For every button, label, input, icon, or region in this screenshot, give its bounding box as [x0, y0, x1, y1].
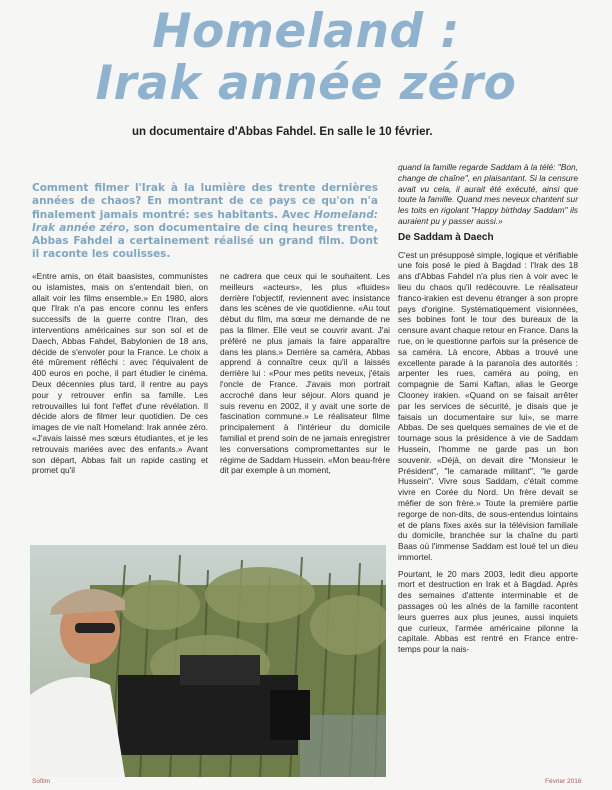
column-3-quote: quand la famille regarde Saddam à la télé: "Bon, change de chaîne", en plaisantant. Si la censure avait vu cela, il aurait été exécuté, ainsi que toute la famille. Quand mes neveux chantent sur les toits en rigolant "Happy birthday Saddam" ils auraient pu y passer aussi.»: [398, 162, 578, 226]
lead-part-2: , son documentaire de cinq heures trente, Abbas Fahdel a certainement réalisé un grand film. Dont il raconte les coulisses.: [32, 221, 379, 261]
body-column-2: [220, 271, 390, 482]
lead-part-1: Comment filmer l'Irak à la lumière des trente dernières années de chaos? En montrant de ce pays ce qu'on n'a finalement jamais montré: ses habitants. Avec: [32, 182, 378, 221]
footer-publication: Sofilm: [32, 778, 51, 785]
lead-film-title: Homeland: Irak année zéro: [32, 208, 378, 234]
subtitle: un documentaire d'Abbas Fahdel. En salle le 10 février.: [132, 126, 433, 138]
column-2-paragraph: ne cadrera que ceux qui le souhaitent. Les meilleurs «acteurs», les plus «fluides» derrière l'objectif, reviennent avec insistance dans les scènes de vie quotidienne. «Au tout début du film, ma sœur me demande de ne pas la filmer. Elle veut se couvrir avant. J'ai préféré ne plus jamais la faire apparaître dans les plans.» Derrière sa caméra, Abbas apprend à connaître ceux qu'il a laissés derrière lui : «Pour mes petits neveux, j'étais l'oncle de France. J'avais mon portrait accroché dans leur séjour. Alors quand je suis revenu en 2002, il y avait une sorte de fascination commune.» Le réalisateur filme principalement à l'intérieur du domicile familial et prend soin de ne jamais enregistrer les conversations compromettantes sur le régime de Saddam Hussein. «Mon beau-frère dit par exemple à un moment,: [220, 271, 390, 476]
column-3-paragraph-1: C'est un présupposé simple, logique et vérifiable une fois posé le pied à Bagdad : l'Irak des 18 ans d'Abbas Fahdel n'a plus rien à voir avec le lieu du chaos qu'il redécouvre. Le réalisateur franco-irakien est devenu étranger à son propre pays d'origine. Systématiquement visionnées, ses bobines font le tour des bureaux de la censure avant chaque retour en France. Dans la rue, on le questionne parfois sur la présence de sa caméra. Là encore, Abbas a trouvé une excellente parade à la paranoïa des autorités : arpenter les rues, caméra au poing, en compagnie de Sami Kaftan, alias le George Clooney irakien. «Quand on se faisait arrêter par les services de sécurité, je disais que je faisais un documentaire sur lui», se marre Abbas. De ses quelques semaines de vie et de tournage sous la présidence à vie de Saddam Hussein, l'homme ne garde pas un bon souvenir. «Déjà, on devait dire "Monsieur le Président", "le camarade militant", "le garde Hussein". Vivre sous Saddam, c'était comme vivre en Corée du Nord. Un frère devait se méfier de son frère.» Toute la première partie regorge de non-dits, de sous-entendus lointains et de plans fixes axés sur la télévision familiale du domicile, branchée sur la chaîne du parti Baas où l'immense Saddam est loué tel un dieu immortel.: [398, 249, 578, 562]
body-column-3: [398, 162, 578, 661]
lead-paragraph: [32, 182, 378, 262]
body-column-1: [32, 271, 208, 482]
headline-line-2: Irak année zéro: [95, 56, 517, 111]
photo-illustration: [30, 545, 386, 777]
director-photo: [30, 545, 386, 777]
footer-date: Février 2016: [545, 778, 582, 785]
column-3-paragraph-2: Pourtant, le 20 mars 2003, ledit dieu apporte mort et destruction en Irak et à Bagdad. Après des semaines d'attente interminable et de passages où les aînés de la famille racontent leurs guerres aux plus jeunes, aussi inquiets que curieux, l'armée américaine pilonne la capitale. Abbas est rentré en France entre-temps pour la nais-: [398, 568, 578, 655]
column-1-paragraph: «Entre amis, on était baasistes, communistes ou islamistes, mais on s'entendait bien, on allait voir les films ensemble.» En 1980, alors que l'Irak n'a pas encore connu les enfers successifs de la guerre contre l'Iran, des interventions américaines sur son sol et de Daech, Abbas Fahdel, Babylonien de 18 ans, décide de s'envoler pour la France. Le choix a été mûrement réfléchi : avec l'équivalent de 400 euros en poche, il part étudier le cinéma. Deux décennies plus tard, il rentre au pays pour y retrouver enfin sa famille. Les retrouvailles lui font l'effet d'une révélation. Il décide alors de filmer leur quotidien. De ces images de vie naît Homeland: Irak année zéro. «J'avais laissé mes sœurs étudiantes, et je les retrouvais mariées avec des enfants.» Avant son départ, Abbas fait un rapide casting et promet qu'il: [32, 271, 208, 476]
headline-line-1: Homeland :: [152, 4, 460, 59]
section-subhead: De Saddam à Daech: [398, 231, 494, 243]
